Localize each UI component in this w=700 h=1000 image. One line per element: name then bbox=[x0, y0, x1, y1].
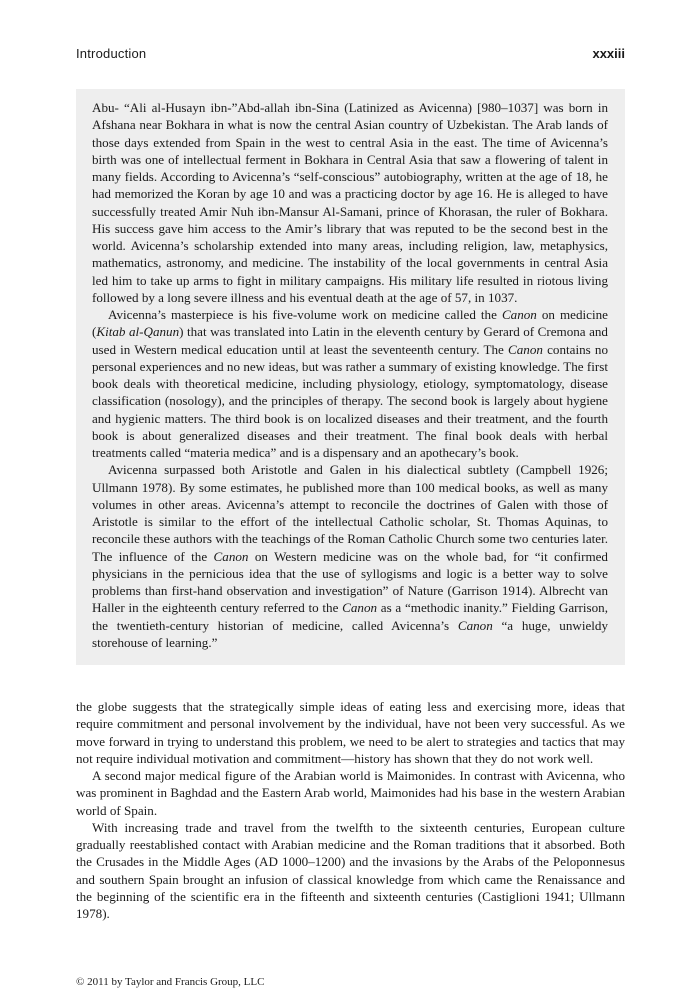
sidebar-paragraph: Avicenna surpassed both Aristotle and Galen in his dialectical subtlety (Campbell 1926; Ullmann 1978). By some estimates, he published more than 100 medical books, as well as many volumes in other areas. Avicenna’s attempt to reconcile the doctrines of Galen with those of Aristotle is similar to the effort of the intellectual Catholic scholar, St. Thomas Aquinas, to reconcile these authors with the teachings of the Roman Catholic Church some two centuries later. The influence of the Canon on Western medicine was on the whole bad, for “it confirmed physicians in the pernicious idea that the use of syllogisms and logic is a better way to solve problems than first-hand observation and investigation” of Nature (Garrison 1914). Albrecht van Haller in the eighteenth century referred to the Canon as a “methodic inanity.” Fielding Garrison, the twentieth-century historian of medicine, called Avicenna’s Canon “a huge, unwieldy storehouse of learning.” bbox=[92, 462, 609, 650]
body-text bbox=[76, 698, 625, 922]
page-number: xxxiii bbox=[592, 46, 625, 61]
body-paragraph: A second major medical figure of the Arabian world is Maimonides. In contrast with Avicenna, who was prominent in Baghdad and the Eastern Arab world, Maimonides had his base in the western Arabian world of Spain. bbox=[76, 768, 625, 818]
avicenna-sidebar-box bbox=[76, 89, 625, 665]
running-header-section-title: Introduction bbox=[76, 46, 147, 61]
body-paragraph: With increasing trade and travel from the twelfth to the sixteenth centuries, European culture gradually reestablished contact with Arabian medicine and the Roman traditions that it absorbed. Both the Crusades in the Middle Ages (AD 1000–1200) and the invasions by the Arabs of the Peloponnesus and southern Spain brought an infusion of classical knowledge from which came the Renaissance and the beginning of the scientific era in the fifteenth and sixteenth centuries (Castiglioni 1941; Ullmann 1978). bbox=[76, 819, 625, 921]
copyright-footer: © 2011 by Taylor and Francis Group, LLC bbox=[76, 976, 265, 988]
body-paragraph: the globe suggests that the strategically simple ideas of eating less and exercising more, ideas that require commitment and personal involvement by the individual, have not been very successful. As we move forward in trying to understand this problem, we need to be alert to strategies and tactics that may not require individual motivation and commitment—history has shown that they do not work well. bbox=[76, 699, 625, 766]
sidebar-paragraph: Avicenna’s masterpiece is his five-volume work on medicine called the Canon on medicine (Kitab al-Qanun) that was translated into Latin in the eleventh century by Gerard of Cremona and used in Western medical education until at least the seventeenth century. The Canon contains no personal experiences and no new ideas, but was rather a summary of existing knowledge. The first book deals with theoretical medicine, including physiology, etiology, symptomatology, disease classification (nosology), and the principles of therapy. The second book is largely about hygiene and hygienic matters. The third book is on localized diseases and their treatment, and the fourth book is about generalized diseases and their treatment. The final book deals with herbal treatments called “materia medica” and is a dispensary and an apothecary’s book. bbox=[92, 307, 608, 460]
sidebar-paragraph: Abu- “Ali al-Husayn ibn-”Abd-allah ibn-Sina (Latinized as Avicenna) [980–1037] was born in Afshana near Bokhara in what is now the central Asian country of Uzbekistan. The Arab lands of those days extended from Spain in the west to central Asia in the east. The time of Avicenna’s birth was one of intellectual ferment in Bokhara in Central Asia that saw a flowering of talent in many fields. According to Avicenna’s “self-conscious” autobiography, written at the age of 18, he had memorized the Koran by age 10 and was a practicing doctor by age 16. He is alleged to have successfully treated Amir Nuh ibn-Mansur Al-Samani, prince of Khorasan, the ruler of Bokhara. His success gave him access to the Amir’s library that was reputed to be the second best in the world. Avicenna’s scholarship extended into many areas, including religion, law, metaphysics, mathematics, astronomy, and medicine. The instability of the local governments in central Asia led him to take up arms to fight in military campaigns. His military life resulted in riotous living followed by a long severe illness and his eventual death at the age of 57, in 1037. bbox=[92, 100, 608, 305]
running-header bbox=[76, 46, 625, 61]
